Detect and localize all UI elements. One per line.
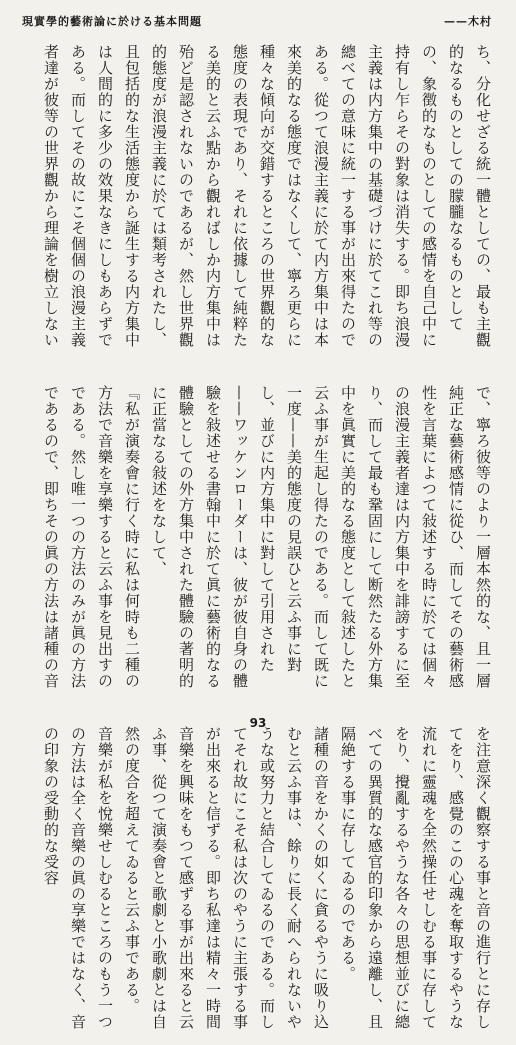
body-paragraph: 音樂が私を悅樂せしむるところのもう一つの方法は全く音樂の眞の享樂ではなく、音の印象の受動的な受容 xyxy=(42,726,114,1030)
running-head-author: ——木村 xyxy=(444,15,492,28)
running-head xyxy=(22,10,492,32)
body-paragraph: 諸種の音をかくの如くに貪るやうに吸り込むと云ふ事は、餘りに長く耐へられないやうな或努力と結合してゐるのである。而してそれ故にこそ私は次のやうに主張する事が出來ると信ずる。即ち私達は精々一時間音樂を興味をもつて感ずる事が出來ると云ふ事、從つて演奏會と歌劇と小歌劇とは自然の度合を超えてゐると云ふ事である。 xyxy=(123,726,330,1030)
page-number: 93 xyxy=(249,716,267,730)
body-paragraph: 『私が演奏會に行く時に私は何時も二種の方法で音樂を享樂すると云ふ事を見出すのである。然し唯一つの方法のみが眞の方法であるので、即ちその眞の方法は諸種の音を注意深く觀察する事と音の進行とに存してをり、感覺のこの心魂を奪取するやうな流れに靈魂を全然操任せしむる事に存してをり、攪亂するやうな各々の思想並びに總べての異質的な感官的印象から遠離し、且隔絶する事に存してゐるのである。 xyxy=(42,385,492,1030)
running-head-title: 現實學的藝術論に於ける基本問題 xyxy=(22,15,202,28)
body-paragraph: ち、分化せざる統一體としての、最も主觀的なるものとしての朦朧なるものとしての、象徴的なものとしての感情を自己中に持有し乍らその對象は消失する。即ち浪漫主義は内方集中の基礎づけに於てこれ等の總べての意味に統一する事が出來得たのである。從つて浪漫主義に於て内方集中は本來美的なる態度ではなくして、寧ろ更らに種々な傾向が交錯するところの世界觀的な態度の表現であり、それに依據して純粹たる美的と云ふ點から觀ればしか内方集中は殆ど是認されないのであるが、然し世界觀的態度が浪漫主義に於ては類考されたし、且包括的な生活態度から誕生する内方集中は人間的に多少の效果なきにしもあらずである。而してその故にこそ個個の浪漫主義者達が彼等の世界觀から理論を樹立しないで、寧ろ彼等のより一層本然的な、且一層純正な藝術感情に從ひ、而してその藝術感性を言葉によつて敍述する時に於ては個々の浪漫主義者達は内方集中を誹謗するに至り、而して最も鞏固にして断然たる外方集中を眞實に美的なる態度として敍述したと云ふ事が生起し得たのである。而して既に一度——美的態度の見誤ひと云ふ事に對し、並びに内方集中に對して引用された——ワッケンローダーは、彼が彼自身の體驗を敍述せる書翰中に於て眞に藝術的なる體驗としての外方集中された體驗の著明的に正當なる敍述をなして、 xyxy=(42,44,492,689)
